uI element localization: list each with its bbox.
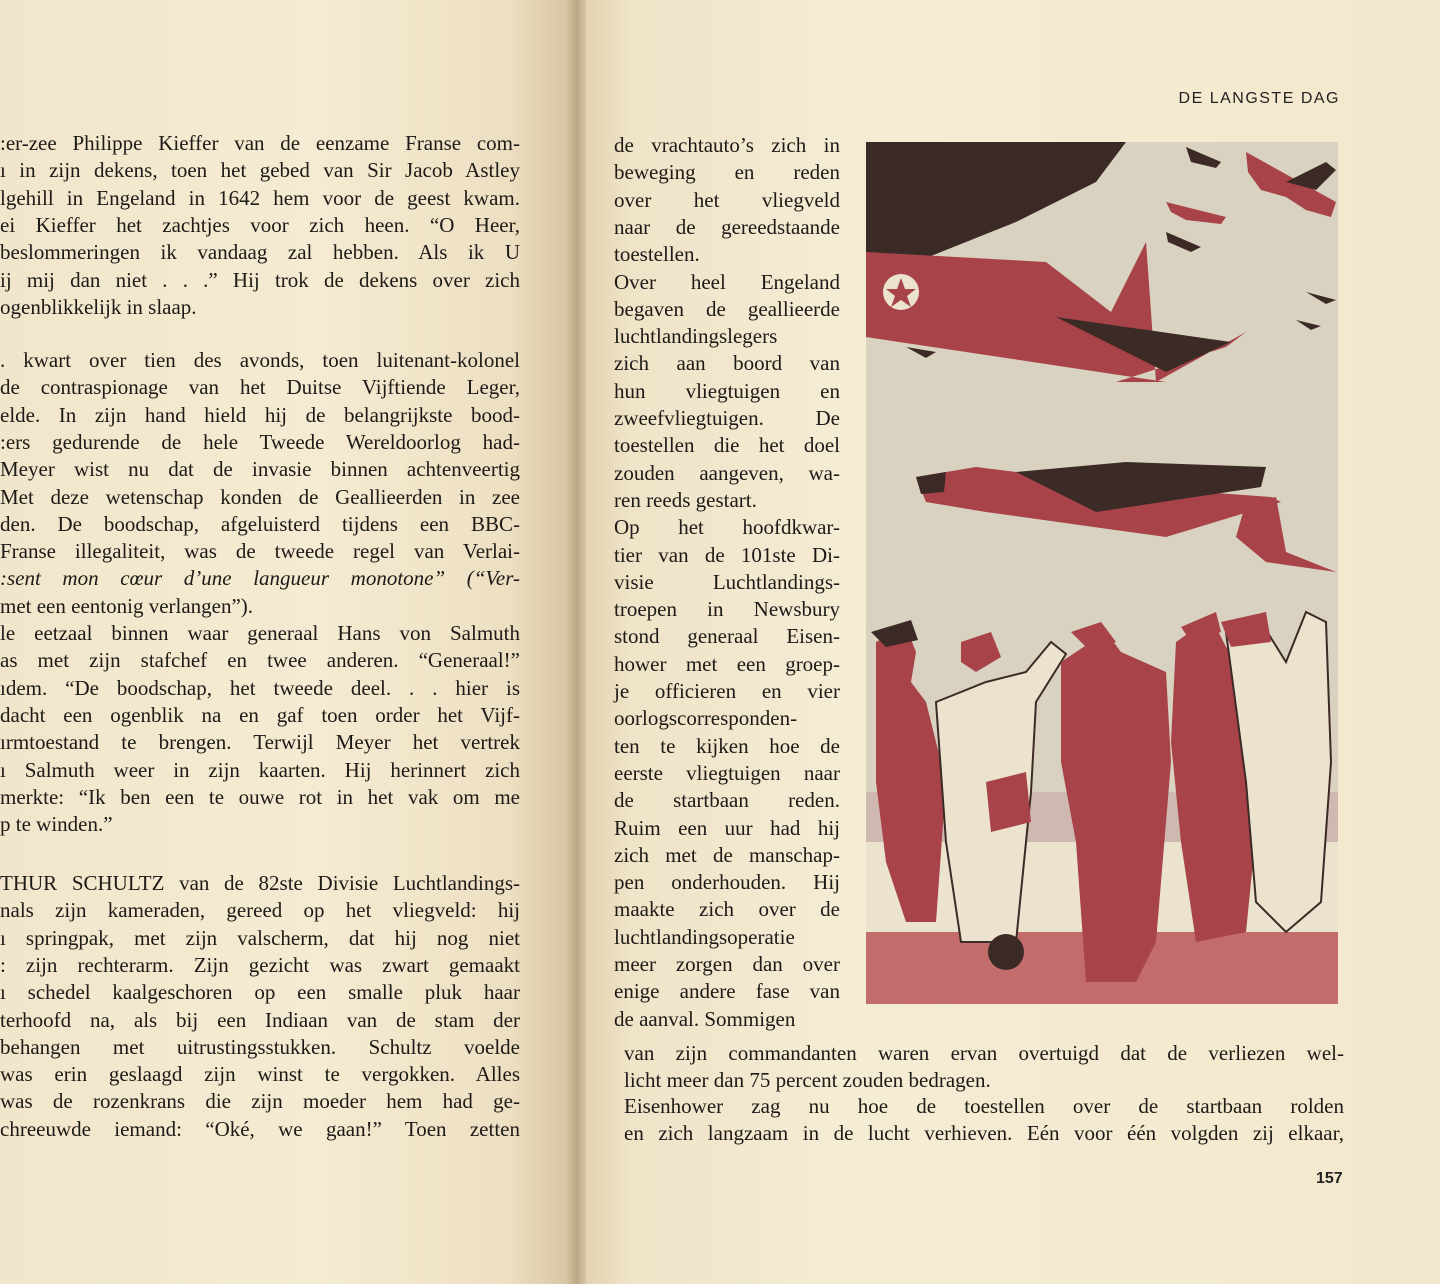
text-line: hower met een groep- <box>614 651 840 676</box>
text-line: Meyer wist nu dat de invasie binnen achtenveertig <box>0 457 520 482</box>
text-line: pen onderhouden. Hij <box>614 870 840 895</box>
text-line: enige andere fase van <box>614 979 840 1004</box>
text-line: le eetzaal binnen waar generaal Hans von Salmuth <box>0 621 520 645</box>
text-line: troepen in Newsbury <box>614 597 840 622</box>
text-line: Eisenhower zag nu hoe de toestellen over de startbaan rolden <box>624 1094 1344 1118</box>
text-line: ei Kieffer het zachtjes voor zich heen. “O Heer, <box>0 212 520 237</box>
text-line: zweefvliegtuigen. De <box>614 406 840 430</box>
text-line: Op het hoofdkwar- <box>614 515 840 540</box>
text-line: je officieren en vier <box>614 679 840 703</box>
text-line: begaven de geallieerde <box>614 296 840 321</box>
text-line: maakte zich over de <box>614 897 840 922</box>
text-line: elde. In zijn hand hield hij de belangrijkste bood- <box>0 402 520 427</box>
text-line: luchtlandingslegers <box>614 324 778 349</box>
text-line: de vrachtauto’s zich in <box>614 133 840 157</box>
text-line: zich met de manschap- <box>614 842 840 867</box>
text-line: terhoofd na, als bij een Indiaan van de stam der <box>0 1007 520 1032</box>
text-line: hun vliegtuigen en <box>614 378 840 403</box>
text-line: zich aan boord van <box>614 351 840 376</box>
text-line: nals zijn kameraden, gereed op het vliegveld: hij <box>0 898 520 923</box>
text-line: . kwart over tien des avonds, toen luitenant-kolonel <box>0 348 520 372</box>
text-line: de startbaan reden. <box>614 788 840 813</box>
text-line: Over heel Engeland <box>614 269 840 294</box>
text-line: toestellen. <box>614 242 700 267</box>
text-line: was erin geslaagd zijn winst te vergokken. Alles <box>0 1062 520 1087</box>
right-page <box>586 0 1440 1284</box>
text-line: luchtlandingsoperatie <box>614 924 795 949</box>
text-line: ren reeds gestart. <box>614 487 757 512</box>
text-line: stond generaal Eisen- <box>614 624 840 649</box>
text-line: ıdem. “De boodschap, het tweede deel. . . hier is <box>0 675 520 700</box>
text-line: p te winden.” <box>0 812 113 837</box>
text-line: ogenblikkelijk in slaap. <box>0 294 197 319</box>
text-line: chreeuwde iemand: “Oké, we gaan!” Toen zetten <box>0 1116 520 1141</box>
text-line: ı Salmuth weer in zijn kaarten. Hij herinnert zich <box>0 757 520 782</box>
text-line: Franse illegaliteit, was de tweede regel van Verlai- <box>0 539 520 564</box>
text-line: :ers gedurende de hele Tweede Wereldoorlog had- <box>0 429 520 454</box>
text-line: naar de gereedstaande <box>614 214 840 239</box>
text-line: THUR SCHULTZ van de 82ste Divisie Luchtlandings- <box>0 871 520 895</box>
text-line: met een eentonig verlangen”). <box>0 593 254 618</box>
text-line: ırmtoestand te brengen. Terwijl Meyer het vertrek <box>0 730 520 755</box>
text-line: den. De boodschap, afgeluisterd tijdens een BBC- <box>0 511 520 536</box>
text-line: :er-zee Philippe Kieffer van de eenzame Franse com- <box>0 131 520 155</box>
text-line: en zich langzaam in de lucht verhieven. Eén voor één volgden zij elkaar, <box>624 1121 1344 1145</box>
text-line: beweging en reden <box>614 160 840 185</box>
text-line: ı schedel kaalgeschoren op een smalle pluk haar <box>0 980 520 1005</box>
text-line: zouden aangeven, wa- <box>614 460 840 485</box>
text-line: beslommeringen ik vandaag zal hebben. Als ik U <box>0 240 520 265</box>
text-line: visie Luchtlandings- <box>614 569 840 594</box>
text-line: Met deze wetenschap konden de Geallieerden in zee <box>0 484 520 509</box>
text-line: ij mij dan niet . . .” Hij trok de dekens over zich <box>0 267 520 292</box>
text-line: : zijn rechterarm. Zijn gezicht was zwart gemaakt <box>0 952 520 977</box>
text-line: Ruim een uur had hij <box>614 815 840 840</box>
text-line: as met zijn stafchef en twee anderen. “Generaal!” <box>0 648 520 673</box>
text-line: van zijn commandanten waren ervan overtuigd dat de verliezen wel- <box>624 1041 1344 1065</box>
text-line: was de rozenkrans die zijn moeder hem had ge- <box>0 1089 520 1114</box>
text-line: de contraspionage van het Duitse Vijftiende Leger, <box>0 375 520 400</box>
text-line: behangen met uitrustingsstukken. Schultz voelde <box>0 1034 520 1059</box>
text-line: dacht een ogenblik na en gaf toen order het Vijf- <box>0 702 520 727</box>
page-number: 157 <box>1316 1170 1343 1187</box>
text-line: merkte: “Ik ben een te ouwe rot in het vak om me <box>0 784 520 809</box>
running-head: DE LANGSTE DAG <box>1178 90 1340 107</box>
left-page <box>0 0 578 1284</box>
text-line: lgehill in Engeland in 1642 hem voor de geest kwam. <box>0 185 520 210</box>
text-line: ı in zijn dekens, toen het gebed van Sir Jacob Astley <box>0 158 520 183</box>
text-line: ı springpak, met zijn valscherm, dat hij nog niet <box>0 925 520 950</box>
text-line: ten te kijken hoe de <box>614 733 840 758</box>
text-line: de aanval. Sommigen <box>614 1006 796 1031</box>
text-line: tier van de 101ste Di- <box>614 542 840 567</box>
text-line: oorlogscorresponden- <box>614 706 798 731</box>
text-line: toestellen die het doel <box>614 433 840 458</box>
text-line: meer zorgen dan over <box>614 952 840 976</box>
text-line: eerste vliegtuigen naar <box>614 760 840 785</box>
text-line: licht meer dan 75 percent zouden bedragen. <box>624 1068 991 1092</box>
text-line: :sent mon cœur d’une langueur monotone” (“Ver- <box>0 566 520 591</box>
text-line: over het vliegveld <box>614 187 840 212</box>
illustration-bombers <box>866 142 1338 1004</box>
